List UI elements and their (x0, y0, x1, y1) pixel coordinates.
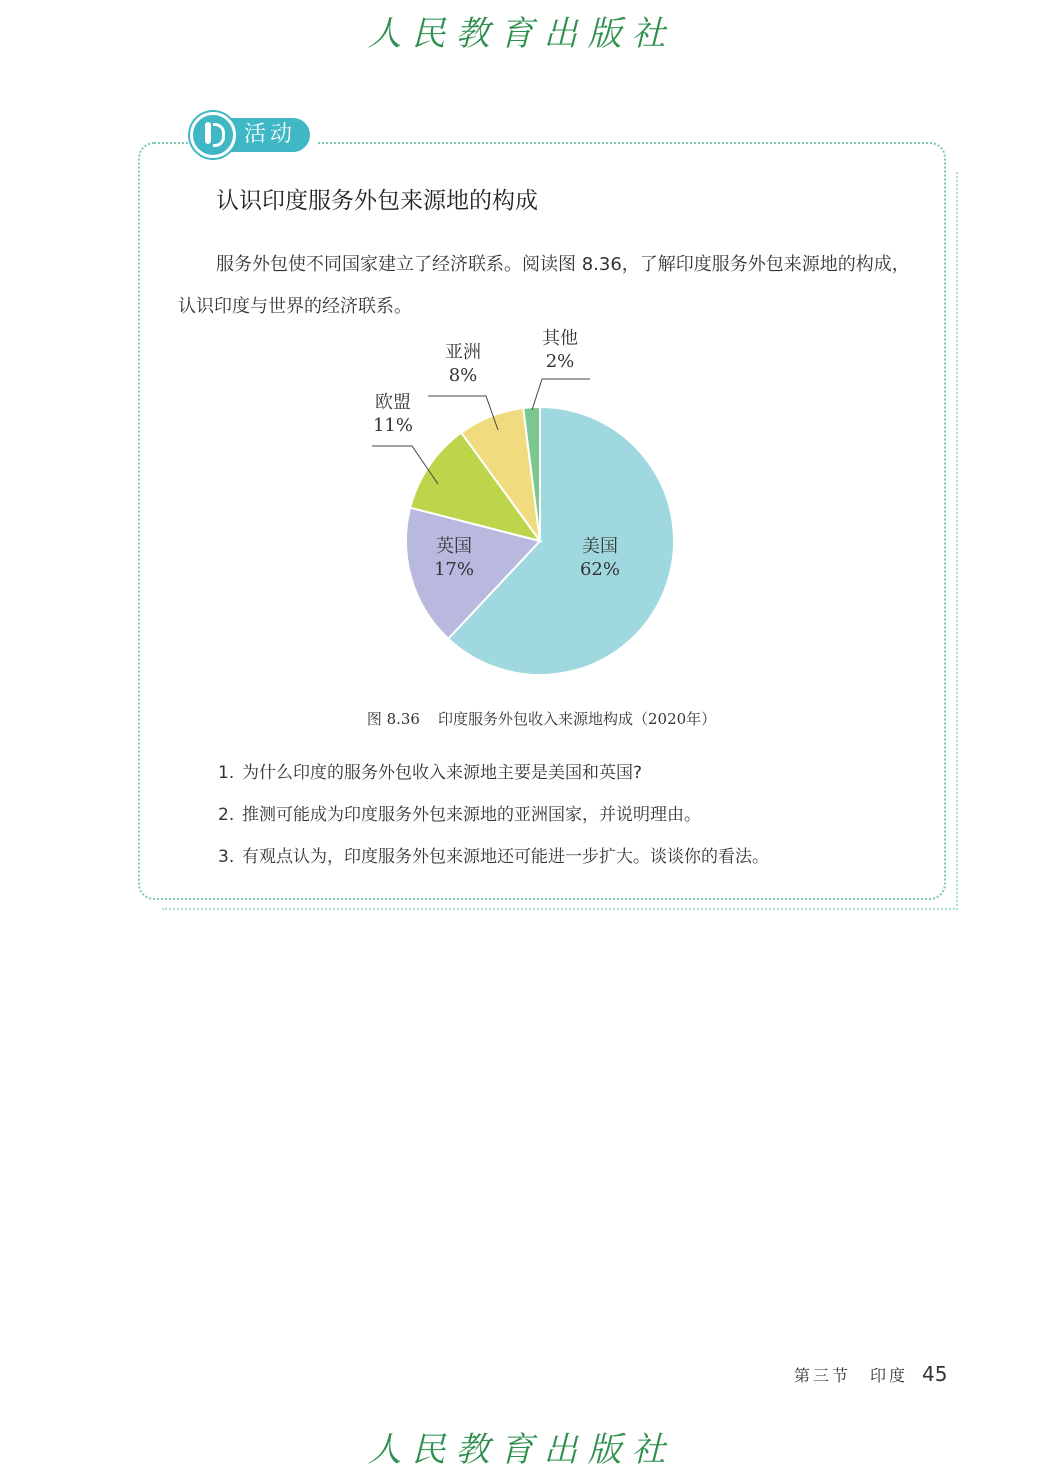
question-item (218, 836, 769, 878)
figure-caption-number: 图 8.36 (366, 710, 420, 728)
slice-value-label: 17% (433, 559, 475, 580)
activity-tag (190, 112, 316, 158)
question-text: 为什么印度的服务外包收入来源地主要是美国和英国? (242, 763, 643, 783)
slice-value-label: 11% (372, 415, 414, 436)
question-number: 3. (218, 847, 235, 867)
footer-section: 第三节 印度 (794, 1366, 909, 1385)
question-list (218, 752, 769, 878)
publisher-watermark-bottom: 人民教育出版社 (367, 1430, 676, 1470)
figure-caption-text: 印度服务外包收入来源地构成（2020年） (437, 710, 717, 728)
slice-value-label: 62% (579, 559, 621, 580)
slice-label: 英国 (436, 536, 472, 557)
slice-value-label: 2% (545, 351, 575, 372)
activity-icon (190, 112, 236, 158)
leader-line (532, 379, 590, 410)
figure-caption (0, 708, 1043, 729)
activity-title: 认识印度服务外包来源地的构成 (216, 188, 538, 214)
slice-value-label: 8% (448, 365, 478, 386)
activity-tag-label: 活动 (230, 118, 310, 152)
question-number: 1. (218, 763, 235, 783)
slice-label: 亚洲 (445, 342, 481, 363)
pie-chart (360, 326, 700, 686)
slice-label: 其他 (542, 328, 578, 349)
question-item (218, 752, 769, 794)
question-text: 推测可能成为印度服务外包来源地的亚洲国家，并说明理由。 (242, 805, 701, 825)
slice-label: 美国 (582, 536, 618, 557)
page-number: 45 (922, 1362, 948, 1386)
activity-paragraph-text: 服务外包使不同国家建立了经济联系。阅读图 8.36，了解印度服务外包来源地的构成，认识印度与世界的经济联系。 (178, 254, 910, 317)
publisher-watermark-top: 人民教育出版社 (367, 14, 676, 54)
question-text: 有观点认为，印度服务外包来源地还可能进一步扩大。谈谈你的看法。 (242, 847, 769, 867)
activity-paragraph (178, 244, 920, 328)
question-number: 2. (218, 805, 235, 825)
question-item (218, 794, 769, 836)
slice-label: 欧盟 (375, 392, 411, 413)
page-footer (794, 1362, 947, 1386)
